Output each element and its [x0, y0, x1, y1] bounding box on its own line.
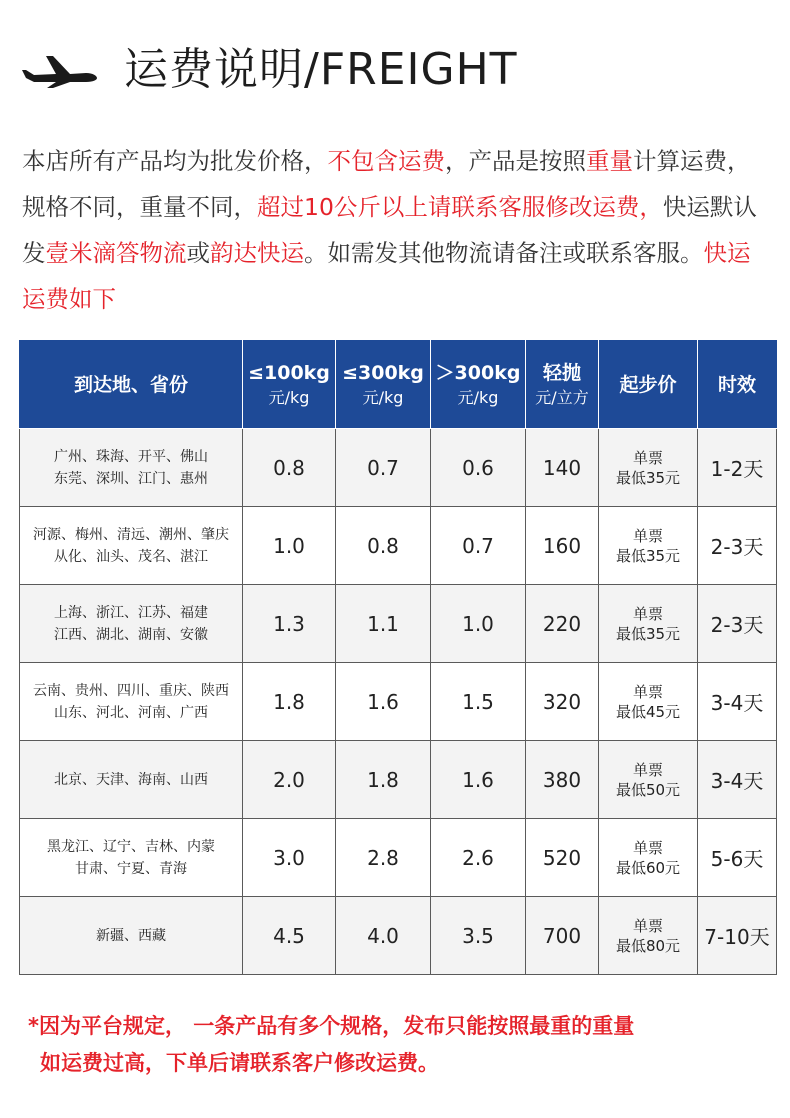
- table-header-row: [20, 341, 777, 429]
- delivery-time-cell: 7-10天: [698, 897, 777, 975]
- price-100kg-cell: 3.0: [243, 819, 336, 897]
- light-cargo-cell: 220: [526, 585, 599, 663]
- start-price-text: 单票: [632, 604, 663, 623]
- start-price-text: 单票: [632, 760, 663, 779]
- region-text: 云南、贵州、四川、重庆、陕西: [33, 682, 229, 699]
- delivery-time-cell: 2-3天: [698, 507, 777, 585]
- column-header: [431, 341, 526, 429]
- start-price-text: 单票: [632, 916, 663, 935]
- start-price-text: 最低80元: [615, 936, 681, 955]
- highlight-text: 重量: [586, 147, 633, 175]
- price-300kg-cell: 1.8: [336, 741, 431, 819]
- light-cargo-cell: 140: [526, 429, 599, 507]
- price-100kg-cell: 4.5: [243, 897, 336, 975]
- start-price-text: 单票: [632, 526, 663, 545]
- region-cell: [20, 429, 243, 507]
- price-over-300kg-cell: 3.5: [431, 897, 526, 975]
- column-header-label: 时效: [717, 373, 756, 396]
- column-header: [336, 341, 431, 429]
- intro-text: 或: [186, 239, 210, 267]
- column-header-label: ＞300kg: [435, 361, 521, 384]
- light-cargo-cell: 520: [526, 819, 599, 897]
- price-over-300kg-cell: 0.7: [431, 507, 526, 585]
- highlight-text: 超过10公斤以上请联系客服修改运费，: [257, 193, 663, 221]
- price-over-300kg-cell: 0.6: [431, 429, 526, 507]
- light-cargo-cell: 380: [526, 741, 599, 819]
- intro-text: ，产品是按照: [445, 147, 586, 175]
- region-text: 黑龙江、辽宁、吉林、内蒙: [47, 838, 215, 855]
- column-header-label: 轻抛: [542, 361, 581, 384]
- intro-text: 计算运费，规格不同，重量不同，: [22, 147, 751, 221]
- column-header: [599, 341, 698, 429]
- price-over-300kg-cell: 1.6: [431, 741, 526, 819]
- column-header: [20, 341, 243, 429]
- price-300kg-cell: 1.1: [336, 585, 431, 663]
- start-price-cell: [599, 663, 698, 741]
- region-text: 北京、天津、海南、山西: [54, 771, 208, 788]
- region-cell: [20, 663, 243, 741]
- start-price-text: 最低35元: [615, 624, 681, 643]
- price-100kg-cell: 0.8: [243, 429, 336, 507]
- table-row: [20, 585, 777, 663]
- table-row: [20, 663, 777, 741]
- price-300kg-cell: 0.7: [336, 429, 431, 507]
- start-price-text: 最低50元: [615, 780, 681, 799]
- delivery-time-cell: 1-2天: [698, 429, 777, 507]
- table-row: [20, 897, 777, 975]
- price-300kg-cell: 4.0: [336, 897, 431, 975]
- column-header-unit: 元/立方: [535, 387, 589, 407]
- region-text: 山东、河北、河南、广西: [54, 704, 208, 721]
- start-price-cell: [599, 429, 698, 507]
- start-price-text: 最低35元: [615, 468, 681, 487]
- start-price-cell: [599, 585, 698, 663]
- start-price-text: 单票: [632, 838, 663, 857]
- region-text: 河源、梅州、清远、潮州、肇庆: [33, 526, 229, 543]
- notice-line-1: *因为平台规定， 一条产品有多个规格，发布只能按照最重的重量: [28, 1014, 635, 1038]
- price-100kg-cell: 2.0: [243, 741, 336, 819]
- start-price-cell: [599, 819, 698, 897]
- column-header: [243, 341, 336, 429]
- start-price-text: 单票: [632, 448, 663, 467]
- page-header: [20, 38, 760, 102]
- price-300kg-cell: 2.8: [336, 819, 431, 897]
- intro-paragraph: [22, 138, 772, 322]
- notice-text: [28, 1008, 778, 1082]
- table-row: [20, 741, 777, 819]
- region-text: 江西、湖北、湖南、安徽: [54, 626, 208, 643]
- column-header-label: ≤100kg: [248, 361, 330, 384]
- region-cell: [20, 897, 243, 975]
- start-price-text: 最低45元: [615, 702, 681, 721]
- notice-line-2: 如运费过高，下单后请联系客户修改运费。: [40, 1051, 439, 1075]
- region-text: 上海、浙江、江苏、福建: [54, 604, 208, 621]
- delivery-time-cell: 3-4天: [698, 741, 777, 819]
- price-100kg-cell: 1.0: [243, 507, 336, 585]
- region-cell: [20, 819, 243, 897]
- region-cell: [20, 585, 243, 663]
- price-100kg-cell: 1.3: [243, 585, 336, 663]
- column-header-unit: 元/kg: [457, 387, 499, 407]
- delivery-time-cell: 2-3天: [698, 585, 777, 663]
- table-row: [20, 429, 777, 507]
- price-300kg-cell: 0.8: [336, 507, 431, 585]
- start-price-cell: [599, 897, 698, 975]
- table-row: [20, 507, 777, 585]
- column-header-label: 到达地、省份: [73, 373, 188, 396]
- price-300kg-cell: 1.6: [336, 663, 431, 741]
- region-cell: [20, 741, 243, 819]
- highlight-text: 不包含运费: [327, 147, 445, 175]
- airplane-icon: [20, 48, 98, 92]
- start-price-cell: [599, 507, 698, 585]
- column-header-unit: 元/kg: [362, 387, 404, 407]
- highlight-text: 壹米滴答物流: [45, 239, 187, 267]
- price-over-300kg-cell: 1.0: [431, 585, 526, 663]
- intro-text: 快运默认发: [22, 193, 757, 267]
- region-text: 新疆、西藏: [96, 927, 166, 944]
- start-price-text: 最低35元: [615, 546, 681, 565]
- table-body: [20, 429, 777, 975]
- column-header: [526, 341, 599, 429]
- region-text: 甘肃、宁夏、青海: [75, 860, 187, 877]
- start-price-text: 最低60元: [615, 858, 681, 877]
- price-100kg-cell: 1.8: [243, 663, 336, 741]
- column-header-label: ≤300kg: [342, 361, 424, 384]
- price-over-300kg-cell: 1.5: [431, 663, 526, 741]
- column-header: [698, 341, 777, 429]
- column-header-unit: 元/kg: [268, 387, 310, 407]
- intro-text: 本店所有产品均为批发价格，: [22, 147, 328, 175]
- page-title: 运费说明/FREIGHT: [124, 44, 518, 95]
- column-header-label: 起步价: [619, 373, 677, 396]
- light-cargo-cell: 320: [526, 663, 599, 741]
- highlight-text: 快运运费如下: [22, 239, 751, 313]
- region-cell: [20, 507, 243, 585]
- price-over-300kg-cell: 2.6: [431, 819, 526, 897]
- light-cargo-cell: 700: [526, 897, 599, 975]
- light-cargo-cell: 160: [526, 507, 599, 585]
- intro-text: 。如需发其他物流请备注或联系客服。: [304, 239, 704, 267]
- region-text: 从化、汕头、茂名、湛江: [54, 548, 208, 565]
- freight-table: [19, 340, 777, 975]
- region-text: 广州、珠海、开平、佛山: [54, 448, 208, 465]
- start-price-cell: [599, 741, 698, 819]
- table-row: [20, 819, 777, 897]
- region-text: 东莞、深圳、江门、惠州: [54, 470, 208, 487]
- delivery-time-cell: 5-6天: [698, 819, 777, 897]
- highlight-text: 韵达快运: [210, 239, 304, 267]
- delivery-time-cell: 3-4天: [698, 663, 777, 741]
- start-price-text: 单票: [632, 682, 663, 701]
